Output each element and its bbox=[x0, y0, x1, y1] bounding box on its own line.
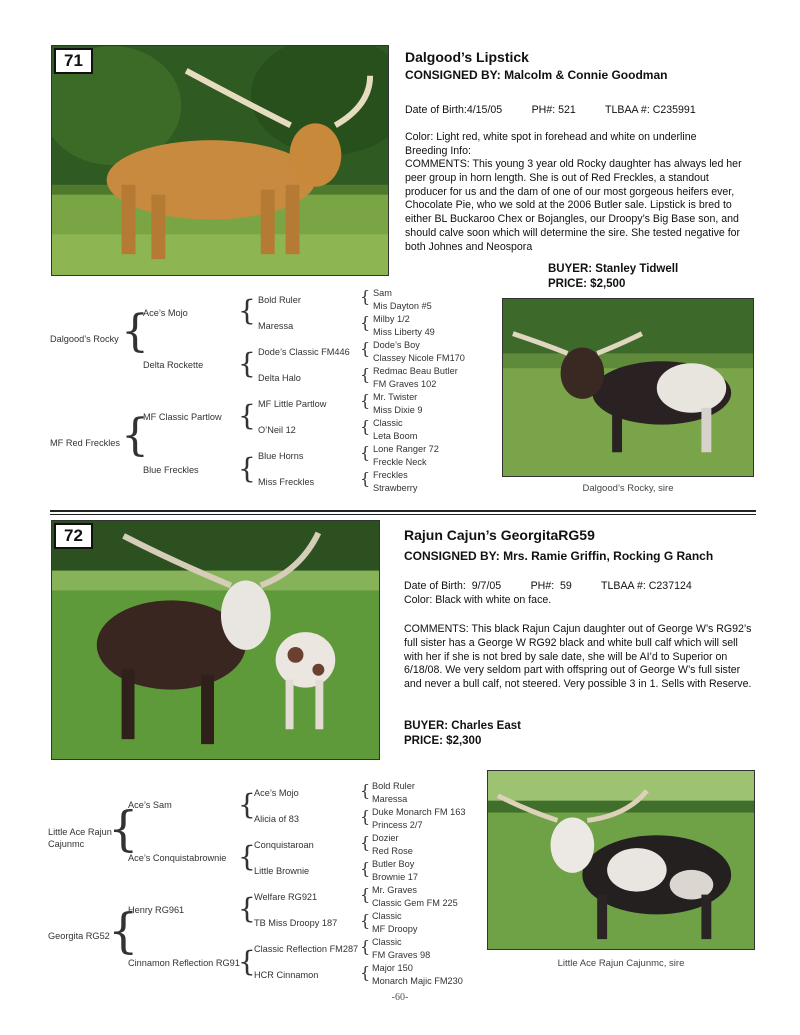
pedigree-gen3: Delta Halo bbox=[258, 373, 301, 383]
pedigree-gen4: FM Graves 102 bbox=[373, 379, 437, 389]
pedigree-gen4: Strawberry bbox=[373, 483, 418, 493]
pedigree-gen4: Redmac Beau Butler bbox=[373, 366, 458, 376]
pedigree-gen4: Maressa bbox=[372, 794, 408, 804]
pedigree-gen4: Milby 1/2 bbox=[373, 314, 410, 324]
pedigree-gen2: MF Classic Partlow bbox=[143, 412, 222, 422]
lot71-sire-caption: Dalgood’s Rocky, sire bbox=[582, 483, 674, 494]
pedigree-gen4: Butler Boy bbox=[372, 859, 415, 869]
pedigree-brace: { bbox=[108, 903, 139, 959]
pedigree-gen4: Mis Dayton #5 bbox=[373, 301, 432, 311]
pedigree-brace: { bbox=[360, 287, 371, 306]
pedigree-brace: { bbox=[238, 892, 256, 925]
lot71-breeding: Breeding Info: bbox=[405, 145, 471, 157]
pedigree-gen2: Cinnamon Reflection RG91 bbox=[128, 958, 240, 968]
consigned-name: Malcolm & Connie Goodman bbox=[500, 68, 668, 82]
pedigree-gen3: HCR Cinnamon bbox=[254, 970, 319, 980]
pedigree-gen4: Red Rose bbox=[372, 846, 413, 856]
pedigree-gen4: Miss Dixie 9 bbox=[373, 405, 423, 415]
pedigree-gen4: Classic bbox=[372, 911, 402, 921]
pedigree-brace: { bbox=[108, 801, 139, 857]
lot72-sire-photo bbox=[487, 770, 755, 950]
lot71-color: Color: Light red, white spot in forehead and white on underline bbox=[405, 131, 697, 143]
lot71-cow-photo bbox=[51, 45, 389, 276]
lot71-sire-photo bbox=[502, 298, 754, 477]
consigned-label: CONSIGNED BY: bbox=[404, 549, 500, 563]
lot72-sire-caption: Little Ace Rajun Cajunmc, sire bbox=[557, 958, 685, 969]
pedigree-gen3: Miss Freckles bbox=[258, 477, 315, 487]
lot71-title: Dalgood’s Lipstick bbox=[405, 49, 529, 65]
pedigree-gen3: Classic Reflection FM287 bbox=[254, 944, 359, 954]
pedigree-sire: Dalgood’s Rocky bbox=[50, 334, 119, 344]
pedigree-brace: { bbox=[360, 313, 371, 332]
pedigree-brace: { bbox=[360, 417, 371, 436]
pedigree-gen3: Welfare RG921 bbox=[254, 892, 318, 902]
lot72-buyer: BUYER: Charles East bbox=[404, 720, 521, 732]
lot71-price: PRICE: $2,500 bbox=[548, 278, 626, 290]
pedigree-gen4: Duke Monarch FM 163 bbox=[372, 807, 466, 817]
pedigree-gen4: Dode’s Boy bbox=[373, 340, 420, 350]
pedigree-gen3: Little Brownie bbox=[254, 866, 310, 876]
pedigree-brace: { bbox=[360, 391, 371, 410]
pedigree-gen3: Dode’s Classic FM446 bbox=[258, 347, 350, 357]
consigned-label: CONSIGNED BY: bbox=[405, 68, 501, 82]
pedigree-brace: { bbox=[238, 399, 256, 432]
pedigree-brace: { bbox=[238, 840, 256, 873]
pedigree-gen4: Mr. Twister bbox=[373, 392, 418, 402]
pedigree-gen4: Leta Boom bbox=[373, 431, 418, 441]
pedigree-brace: { bbox=[360, 937, 371, 956]
pedigree-brace: { bbox=[238, 945, 256, 978]
pedigree-gen4: Brownie 17 bbox=[372, 872, 418, 882]
pedigree-brace: { bbox=[360, 807, 371, 826]
pedigree-brace: { bbox=[360, 833, 371, 852]
pedigree-brace: { bbox=[121, 306, 149, 357]
pedigree-gen4: Sam bbox=[373, 288, 392, 298]
pedigree-gen3: TB Miss Droopy 187 bbox=[254, 918, 338, 928]
pedigree-gen2: Blue Freckles bbox=[143, 465, 199, 475]
lot71-buyer: BUYER: Stanley Tidwell bbox=[548, 263, 679, 275]
pedigree-gen4: Classic bbox=[372, 937, 402, 947]
pedigree-gen3: Maressa bbox=[258, 321, 294, 331]
lot72-comments: COMMENTS: This black Rajun Cajun daughter out of George W’s RG92’s full sister has a George W RG92 black and white bull calf which will sell with her if she is not bred by sale date, she will be AI’d to Superior on 6/18/08. We very seldom part with offspring out of George W’s full sister and never a bull calf, not steered. Very possible 3 in 1. Sells with Reserve. bbox=[404, 623, 752, 691]
section-divider bbox=[50, 510, 756, 515]
pedigree-gen3: Alicia of 83 bbox=[254, 814, 299, 824]
lot72-color: Color: Black with white on face. bbox=[404, 594, 552, 606]
pedigree-gen2: Ace’s Sam bbox=[128, 800, 172, 810]
pedigree-gen3: O’Neil 12 bbox=[258, 425, 296, 435]
pedigree-gen2: Henry RG961 bbox=[128, 905, 185, 915]
pedigree-brace: { bbox=[360, 859, 371, 878]
pedigree-brace: { bbox=[360, 781, 371, 800]
pedigree-brace: { bbox=[360, 911, 371, 930]
lot72-cow-photo bbox=[51, 520, 380, 760]
pedigree-dam: MF Red Freckles bbox=[50, 438, 120, 448]
pedigree-brace: { bbox=[360, 443, 371, 462]
pedigree-gen3: MF Little Partlow bbox=[258, 399, 327, 409]
pedigree-brace: { bbox=[360, 339, 371, 358]
lot71-details: Date of Birth:4/15/05 PH#: 521 TLBAA #: C235991 bbox=[405, 104, 696, 116]
pedigree-dam: Georgita RG52 bbox=[48, 931, 110, 941]
pedigree-brace: { bbox=[238, 452, 256, 485]
pedigree-brace: { bbox=[360, 365, 371, 384]
pedigree-gen4: Dozier bbox=[372, 833, 399, 843]
page-number: -60- bbox=[391, 992, 409, 1003]
pedigree-brace: { bbox=[238, 347, 256, 380]
pedigree-brace: { bbox=[238, 294, 256, 327]
pedigree-gen4: Freckle Neck bbox=[373, 457, 427, 467]
pedigree-gen4: Classey Nicole FM170 bbox=[373, 353, 465, 363]
pedigree-gen4: Monarch Majic FM230 bbox=[372, 976, 463, 986]
lot-number-badge: 71 bbox=[54, 48, 93, 74]
pedigree-gen4: Major 150 bbox=[372, 963, 413, 973]
lot72-details: Date of Birth: 9/7/05 PH#: 59 TLBAA #: C237124 bbox=[404, 580, 692, 592]
pedigree-gen3: Blue Horns bbox=[258, 451, 304, 461]
lot72-title: Rajun Cajun’s GeorgitaRG59 bbox=[404, 527, 595, 543]
pedigree-brace: { bbox=[360, 469, 371, 488]
pedigree-gen4: Classic Gem FM 225 bbox=[372, 898, 458, 908]
pedigree-gen4: Miss Liberty 49 bbox=[373, 327, 435, 337]
pedigree-gen4: Mr. Graves bbox=[372, 885, 417, 895]
lot71-comments: COMMENTS: This young 3 year old Rocky daughter has always led her peer group in horn length. She is out of Red Freckles, a standout producer for us and the dam of one of our most gorgeous heifers ever, Chocolate Pie, who we sold at the 2006 Butler sale. Lipstick is bred to either BL Buckaroo Chex or Bojangles, our Droopy’s Big Base son, and should calve soon which will determine the sire. She tested negative for both Johnes and Neospora bbox=[405, 158, 742, 253]
consigned-name: Mrs. Ramie Griffin, Rocking G Ranch bbox=[499, 549, 714, 563]
pedigree-gen4: Freckles bbox=[373, 470, 408, 480]
lot71-consigned bbox=[405, 68, 667, 82]
pedigree-gen4: Classic bbox=[373, 418, 403, 428]
pedigree-sire: Little Ace Rajun Cajunmc bbox=[48, 827, 112, 849]
lot72-consigned bbox=[404, 549, 713, 563]
pedigree-gen4: Princess 2/7 bbox=[372, 820, 423, 830]
lot72-price: PRICE: $2,300 bbox=[404, 735, 482, 747]
pedigree-gen4: Bold Ruler bbox=[372, 781, 415, 791]
pedigree-gen3: Bold Ruler bbox=[258, 295, 301, 305]
pedigree-brace: { bbox=[360, 963, 371, 982]
pedigree-brace: { bbox=[360, 885, 371, 904]
lot-number-badge: 72 bbox=[54, 523, 93, 549]
pedigree-gen4: FM Graves 98 bbox=[372, 950, 431, 960]
pedigree-gen4: MF Droopy bbox=[372, 924, 418, 934]
pedigree-gen3: Conquistaroan bbox=[254, 840, 314, 850]
pedigree-gen2: Ace’s Mojo bbox=[143, 308, 188, 318]
pedigree-gen3: Ace’s Mojo bbox=[254, 788, 299, 798]
pedigree-brace: { bbox=[121, 410, 149, 461]
pedigree-brace: { bbox=[238, 788, 256, 821]
pedigree-gen2: Ace’s Conquistabrownie bbox=[128, 853, 227, 863]
pedigree-gen4: Lone Ranger 72 bbox=[373, 444, 439, 454]
pedigree-gen2: Delta Rockette bbox=[143, 360, 204, 370]
